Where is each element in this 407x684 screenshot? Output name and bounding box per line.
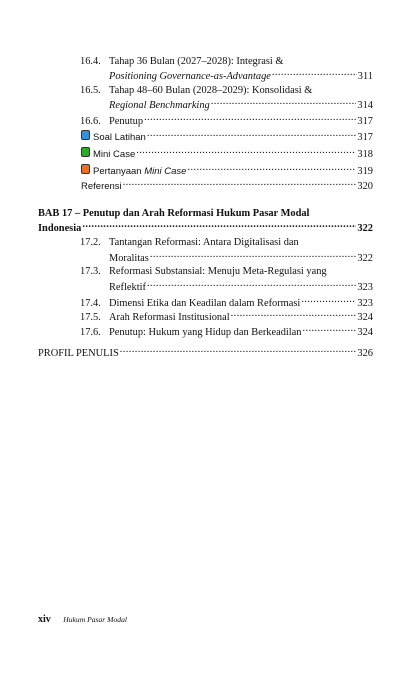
dot-leader — [187, 163, 356, 174]
toc-entry-mini-case[interactable] — [81, 146, 373, 161]
footer-book-title: Hukum Pasar Modal — [63, 615, 127, 624]
page-number: 320 — [357, 181, 373, 192]
toc-entry-16-4-cont[interactable] — [109, 68, 373, 83]
entry-title: PROFIL PENULIS — [38, 348, 119, 359]
chapter-title-line2: Indonesia — [38, 223, 82, 234]
entry-title: Arah Reformasi Institusional — [109, 312, 230, 323]
entry-number: 17.6. — [80, 327, 101, 338]
entry-number: 17.4. — [80, 298, 101, 309]
page-footer — [38, 614, 127, 625]
entry-title-line1: Tahap 48–60 Bulan (2028–2029): Konsolidasi & — [109, 85, 313, 96]
page-number: 323 — [357, 298, 373, 309]
page-number: 317 — [357, 116, 373, 127]
toc-chapter-17-cont[interactable] — [38, 220, 373, 235]
toc-entry-16-4[interactable] — [80, 55, 373, 68]
dot-leader — [272, 68, 357, 79]
toc-entry-16-5[interactable] — [80, 84, 373, 97]
entry-title: Penutup — [109, 116, 144, 127]
dot-leader — [136, 146, 356, 157]
entry-title-line2: Positioning Governance-as-Advantage — [109, 71, 271, 82]
entry-title-line2: Reflektif — [109, 282, 146, 293]
dot-leader — [82, 220, 356, 231]
entry-title: Soal Latihan — [93, 132, 146, 143]
dot-leader — [302, 324, 356, 335]
entry-title-line2: Moralitas — [109, 253, 149, 264]
entry-title-line1: Tahap 36 Bulan (2027–2028): Integrasi & — [109, 56, 284, 67]
dot-leader — [147, 279, 356, 290]
footer-page-number: xiv — [38, 614, 51, 625]
entry-title: Pertanyaan Mini Case — [93, 166, 187, 177]
dot-leader — [147, 129, 357, 140]
entry-title: Mini Case — [93, 149, 136, 160]
page-number: 322 — [357, 223, 373, 234]
dot-leader — [231, 309, 357, 320]
toc-entry-17-2-cont[interactable] — [109, 250, 373, 265]
toc-chapter-17[interactable] — [38, 207, 373, 220]
toc-entry-pertanyaan-mini-case[interactable] — [81, 163, 373, 178]
dot-leader — [144, 113, 356, 124]
toc-entry-17-3[interactable] — [80, 265, 373, 278]
chapter-title-line1: BAB 17 – Penutup dan Arah Reformasi Hukum Pasar Modal — [38, 208, 310, 219]
page-number: 314 — [357, 100, 373, 111]
entry-number: 16.6. — [80, 116, 101, 127]
entry-number: 17.2. — [80, 237, 101, 248]
square-orange-icon — [81, 164, 90, 174]
entry-title: Referensi — [81, 181, 122, 192]
toc-entry-16-5-cont[interactable] — [109, 97, 373, 112]
page-number: 322 — [357, 253, 373, 264]
toc-entry-16-6[interactable] — [80, 113, 373, 128]
dot-leader — [120, 345, 357, 356]
dot-leader — [150, 250, 357, 261]
square-green-icon — [81, 147, 90, 157]
page-number: 317 — [357, 132, 373, 143]
entry-title-line1: Reformasi Substansial: Menuju Meta-Regulasi yang — [109, 266, 327, 277]
toc-entry-17-5[interactable] — [80, 309, 373, 324]
toc-entry-17-4[interactable] — [80, 295, 373, 310]
toc-entry-17-6[interactable] — [80, 324, 373, 339]
page-number: 326 — [357, 348, 373, 359]
entry-number: 16.4. — [80, 56, 101, 67]
toc-entry-17-2[interactable] — [80, 236, 373, 249]
dot-leader — [211, 97, 357, 108]
page-number: 311 — [357, 71, 373, 82]
entry-number: 16.5. — [80, 85, 101, 96]
page-number: 318 — [357, 149, 373, 160]
entry-number: 17.5. — [80, 312, 101, 323]
dot-leader — [123, 178, 357, 189]
dot-leader — [301, 295, 356, 306]
toc-entry-17-3-cont[interactable] — [109, 279, 373, 294]
toc-entry-soal-latihan[interactable] — [81, 129, 373, 144]
entry-title-line2: Regional Benchmarking — [109, 100, 210, 111]
toc-entry-profil-penulis[interactable] — [38, 345, 373, 360]
entry-title: Penutup: Hukum yang Hidup dan Berkeadilan — [109, 327, 302, 338]
page-number: 324 — [357, 312, 373, 323]
entry-title: Dimensi Etika dan Keadilan dalam Reformasi — [109, 298, 301, 309]
page-number: 323 — [357, 282, 373, 293]
entry-number: 17.3. — [80, 266, 101, 277]
page-number: 324 — [357, 327, 373, 338]
page-number: 319 — [357, 166, 373, 177]
toc-entry-referensi[interactable] — [81, 178, 373, 193]
square-blue-icon — [81, 130, 90, 140]
entry-title-line1: Tantangan Reformasi: Antara Digitalisasi dan — [109, 237, 299, 248]
